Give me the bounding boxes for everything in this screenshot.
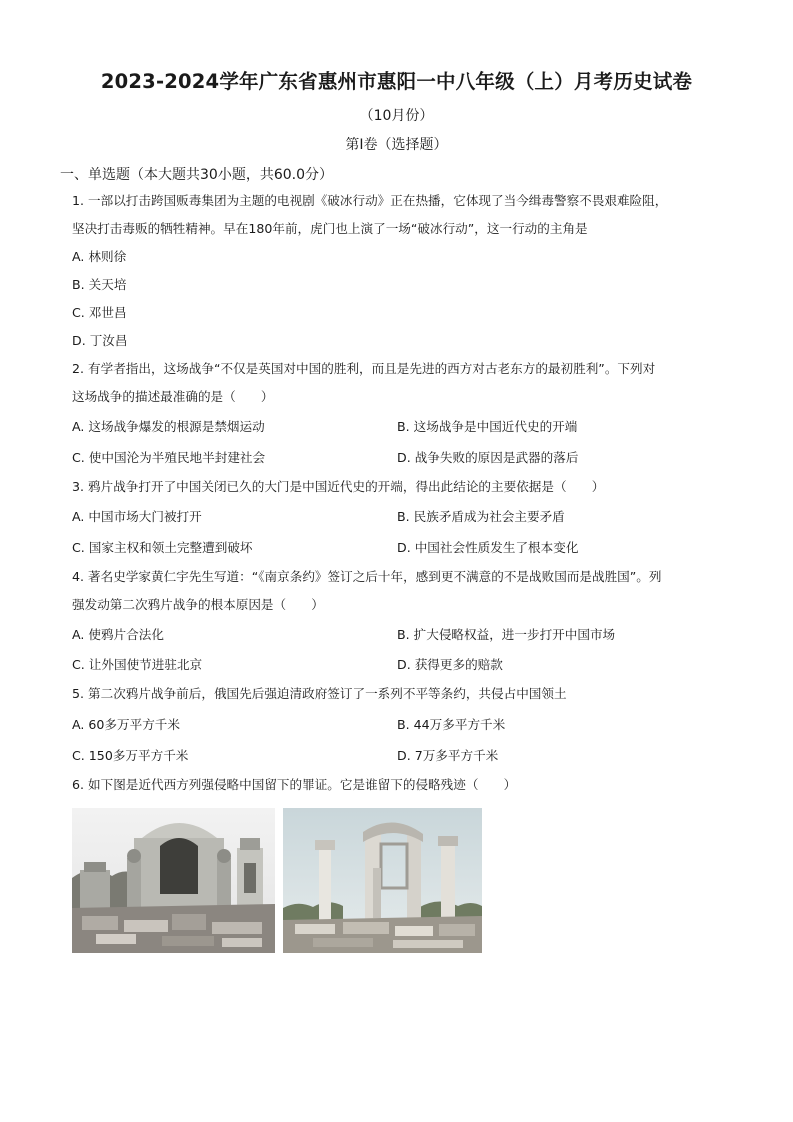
volume-heading: 第Ⅰ卷（选择题） <box>345 137 448 153</box>
exam-title: 2023-2024学年广东省惠州市惠阳一中八年级（上）月考历史试卷 <box>100 70 693 93</box>
ruins-photo-right <box>283 808 482 953</box>
question-3-option-d: D. 中国社会性质发生了根本变化 <box>397 540 579 555</box>
question-1-option-c: C. 邓世昌 <box>72 305 127 320</box>
question-5-option-c: C. 150多万平方千米 <box>72 748 189 763</box>
question-4-option-a: A. 使鸦片合法化 <box>72 627 164 642</box>
question-4-stem-line-2: 强发动第二次鸦片战争的根本原因是（ ） <box>72 597 324 612</box>
question-4-option-c: C. 让外国使节进驻北京 <box>72 657 203 672</box>
question-5-option-b: B. 44万多平方千米 <box>397 717 506 732</box>
question-4-option-b: B. 扩大侵略权益，进一步打开中国市场 <box>397 627 616 642</box>
question-2-stem-line-1: 2. 有学者指出，这场战争“不仅是英国对中国的胜利，而且是先进的西方对古老东方的最初胜利”。下列对 <box>72 361 656 376</box>
question-3-stem-line-1: 3. 鸦片战争打开了中国关闭已久的大门是中国近代史的开端，得出此结论的主要依据是（ ） <box>72 479 605 494</box>
question-2-option-d: D. 战争失败的原因是武器的落后 <box>397 450 579 465</box>
question-1-stem-line-2: 坚决打击毒贩的牺牲精神。早在180年前，虎门也上演了一场“破冰行动”，这一行动的主角是 <box>72 221 588 236</box>
question-1-option-b: B. 关天培 <box>72 277 127 292</box>
exam-subtitle: （10月份） <box>359 108 434 124</box>
question-3-option-a: A. 中国市场大门被打开 <box>72 509 202 524</box>
question-2-option-c: C. 使中国沦为半殖民地半封建社会 <box>72 450 266 465</box>
question-1-option-d: D. 丁汝昌 <box>72 333 128 348</box>
ruins-photo-left <box>72 808 275 953</box>
question-1-option-a: A. 林则徐 <box>72 249 127 264</box>
question-4-option-d: D. 获得更多的赔款 <box>397 657 503 672</box>
section-heading: 一、单选题（本大题共30小题，共60.0分） <box>60 167 333 183</box>
question-2-option-a: A. 这场战争爆发的根源是禁烟运动 <box>72 419 265 434</box>
question-5-stem-line-1: 5. 第二次鸦片战争前后，俄国先后强迫清政府签订了一系列不平等条约，共侵占中国领土 <box>72 686 567 701</box>
question-5-option-a: A. 60多万平方千米 <box>72 717 180 732</box>
question-4-stem-line-1: 4. 著名史学家黄仁宇先生写道：“《南京条约》签订之后十年，感到更不满意的不是战败国而是战胜国”。列 <box>72 569 662 584</box>
question-6-stem-line-1: 6. 如下图是近代西方列强侵略中国留下的罪证。它是谁留下的侵略残迹（ ） <box>72 777 517 792</box>
question-2-stem-line-2: 这场战争的描述最准确的是（ ） <box>72 389 274 404</box>
question-1-stem-line-1: 1. 一部以打击跨国贩毒集团为主题的电视剧《破冰行动》正在热播，它体现了当今缉毒警察不畏艰难险阻， <box>72 193 668 208</box>
question-3-option-c: C. 国家主权和领土完整遭到破坏 <box>72 540 253 555</box>
question-5-option-d: D. 7万多平方千米 <box>397 748 499 763</box>
question-3-option-b: B. 民族矛盾成为社会主要矛盾 <box>397 509 565 524</box>
question-2-option-b: B. 这场战争是中国近代史的开端 <box>397 419 578 434</box>
